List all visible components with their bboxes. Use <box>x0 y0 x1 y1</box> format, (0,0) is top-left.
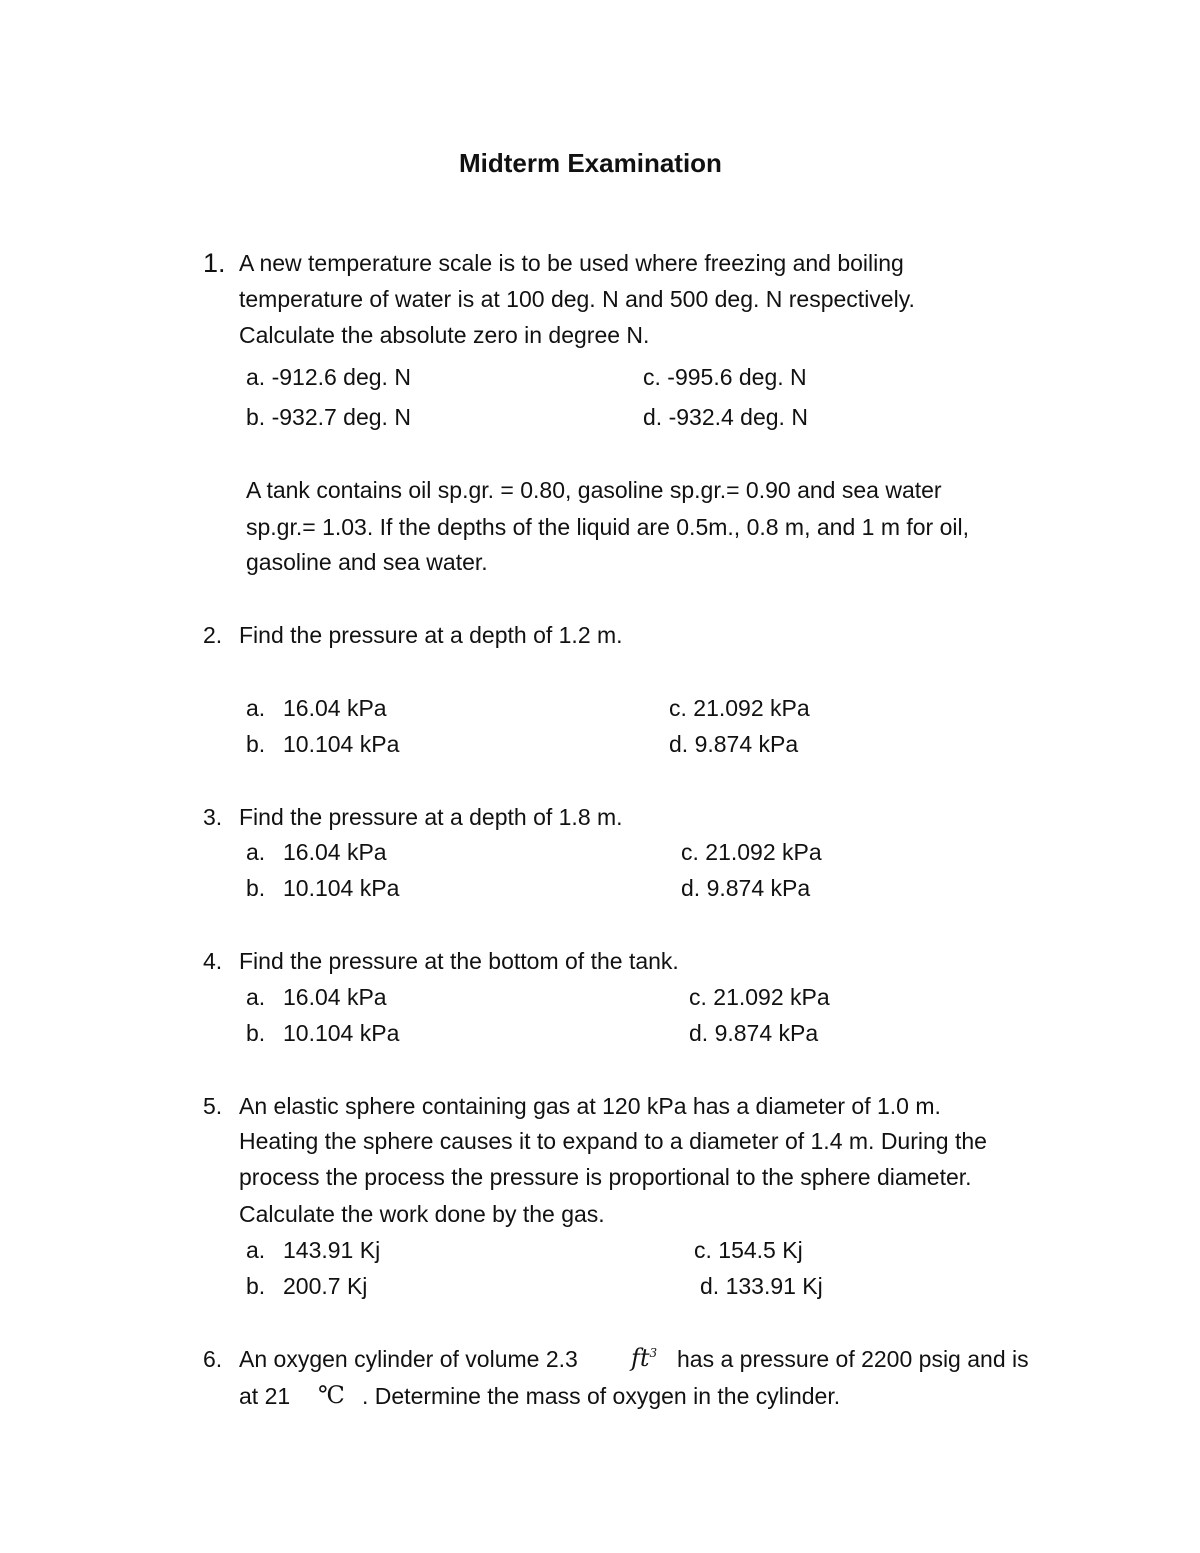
q3-option-c: c. 21.092 kPa <box>681 839 822 865</box>
q4-text: Find the pressure at the bottom of the tank. <box>239 948 679 974</box>
q5-text-line: process the process the pressure is proportional to the sphere diameter. <box>239 1164 972 1190</box>
q2-option-b: 10.104 kPa <box>283 731 400 757</box>
q5-option-a: 143.91 Kj <box>283 1237 381 1263</box>
q1-option-d: d. -932.4 deg. N <box>643 404 808 430</box>
q5-text-line: Heating the sphere causes it to expand to a diameter of 1.4 m. During the <box>239 1128 987 1154</box>
tank-text-line: gasoline and sea water. <box>246 549 488 575</box>
q4-option-a-label: a. <box>246 984 266 1010</box>
q4-option-d: d. 9.874 kPa <box>689 1020 819 1046</box>
q2-option-c: c. 21.092 kPa <box>669 695 810 721</box>
q5-option-c: c. 154.5 Kj <box>694 1237 803 1263</box>
tank-text-line: A tank contains oil sp.gr. = 0.80, gasoline sp.gr.= 0.90 and sea water <box>246 477 942 503</box>
q3-text: Find the pressure at a depth of 1.8 m. <box>239 804 623 830</box>
cubic-feet-unit <box>631 1346 657 1370</box>
q1-number: 1. <box>203 248 226 278</box>
cubic-feet-base: ft <box>631 1344 650 1372</box>
q2-text: Find the pressure at a depth of 1.2 m. <box>239 622 623 648</box>
q5-option-b-label: b. <box>246 1273 266 1299</box>
q1-text-line: temperature of water is at 100 deg. N and 500 deg. N respectively. <box>239 286 915 312</box>
q6-text-line1-start: An oxygen cylinder of volume 2.3 <box>239 1346 578 1372</box>
q4-option-c: c. 21.092 kPa <box>689 984 830 1010</box>
q5-number: 5. <box>203 1093 223 1119</box>
q1-option-b: b. -932.7 deg. N <box>246 404 411 430</box>
tank-text-line: sp.gr.= 1.03. If the depths of the liquid are 0.5m., 0.8 m, and 1 m for oil, <box>246 514 969 540</box>
q4-option-b: 10.104 kPa <box>283 1020 400 1046</box>
q3-option-a-label: a. <box>246 839 266 865</box>
q6-number: 6. <box>203 1346 223 1372</box>
q2-option-b-label: b. <box>246 731 266 757</box>
q6-text-line2-start: at 21 <box>239 1383 291 1409</box>
page-title: Midterm Examination <box>459 148 722 178</box>
q5-option-d: d. 133.91 Kj <box>700 1273 823 1299</box>
q3-option-a: 16.04 kPa <box>283 839 387 865</box>
q5-option-b: 200.7 Kj <box>283 1273 368 1299</box>
q4-option-a: 16.04 kPa <box>283 984 387 1010</box>
q6-text-line1-end: has a pressure of 2200 psig and is <box>677 1346 1029 1372</box>
q1-option-c: c. -995.6 deg. N <box>643 364 807 390</box>
q3-option-b-label: b. <box>246 875 266 901</box>
q4-option-b-label: b. <box>246 1020 266 1046</box>
q6-text-line2-end: . Determine the mass of oxygen in the cylinder. <box>362 1383 841 1409</box>
q5-text-line: Calculate the work done by the gas. <box>239 1201 605 1227</box>
q1-option-a: a. -912.6 deg. N <box>246 364 411 390</box>
q3-option-b: 10.104 kPa <box>283 875 400 901</box>
q5-option-a-label: a. <box>246 1237 266 1263</box>
cubic-feet-exponent: 3 <box>649 1346 658 1360</box>
q3-option-d: d. 9.874 kPa <box>681 875 811 901</box>
q3-number: 3. <box>203 804 223 830</box>
q2-option-a-label: a. <box>246 695 266 721</box>
q1-text-line: A new temperature scale is to be used where freezing and boiling <box>239 250 904 276</box>
q1-text-line: Calculate the absolute zero in degree N. <box>239 322 650 348</box>
q2-option-a: 16.04 kPa <box>283 695 387 721</box>
q2-option-d: d. 9.874 kPa <box>669 731 799 757</box>
degree-celsius-unit: ℃ <box>318 1381 345 1409</box>
q5-text-line: An elastic sphere containing gas at 120 kPa has a diameter of 1.0 m. <box>239 1093 941 1119</box>
q4-number: 4. <box>203 948 223 974</box>
q2-number: 2. <box>203 622 223 648</box>
